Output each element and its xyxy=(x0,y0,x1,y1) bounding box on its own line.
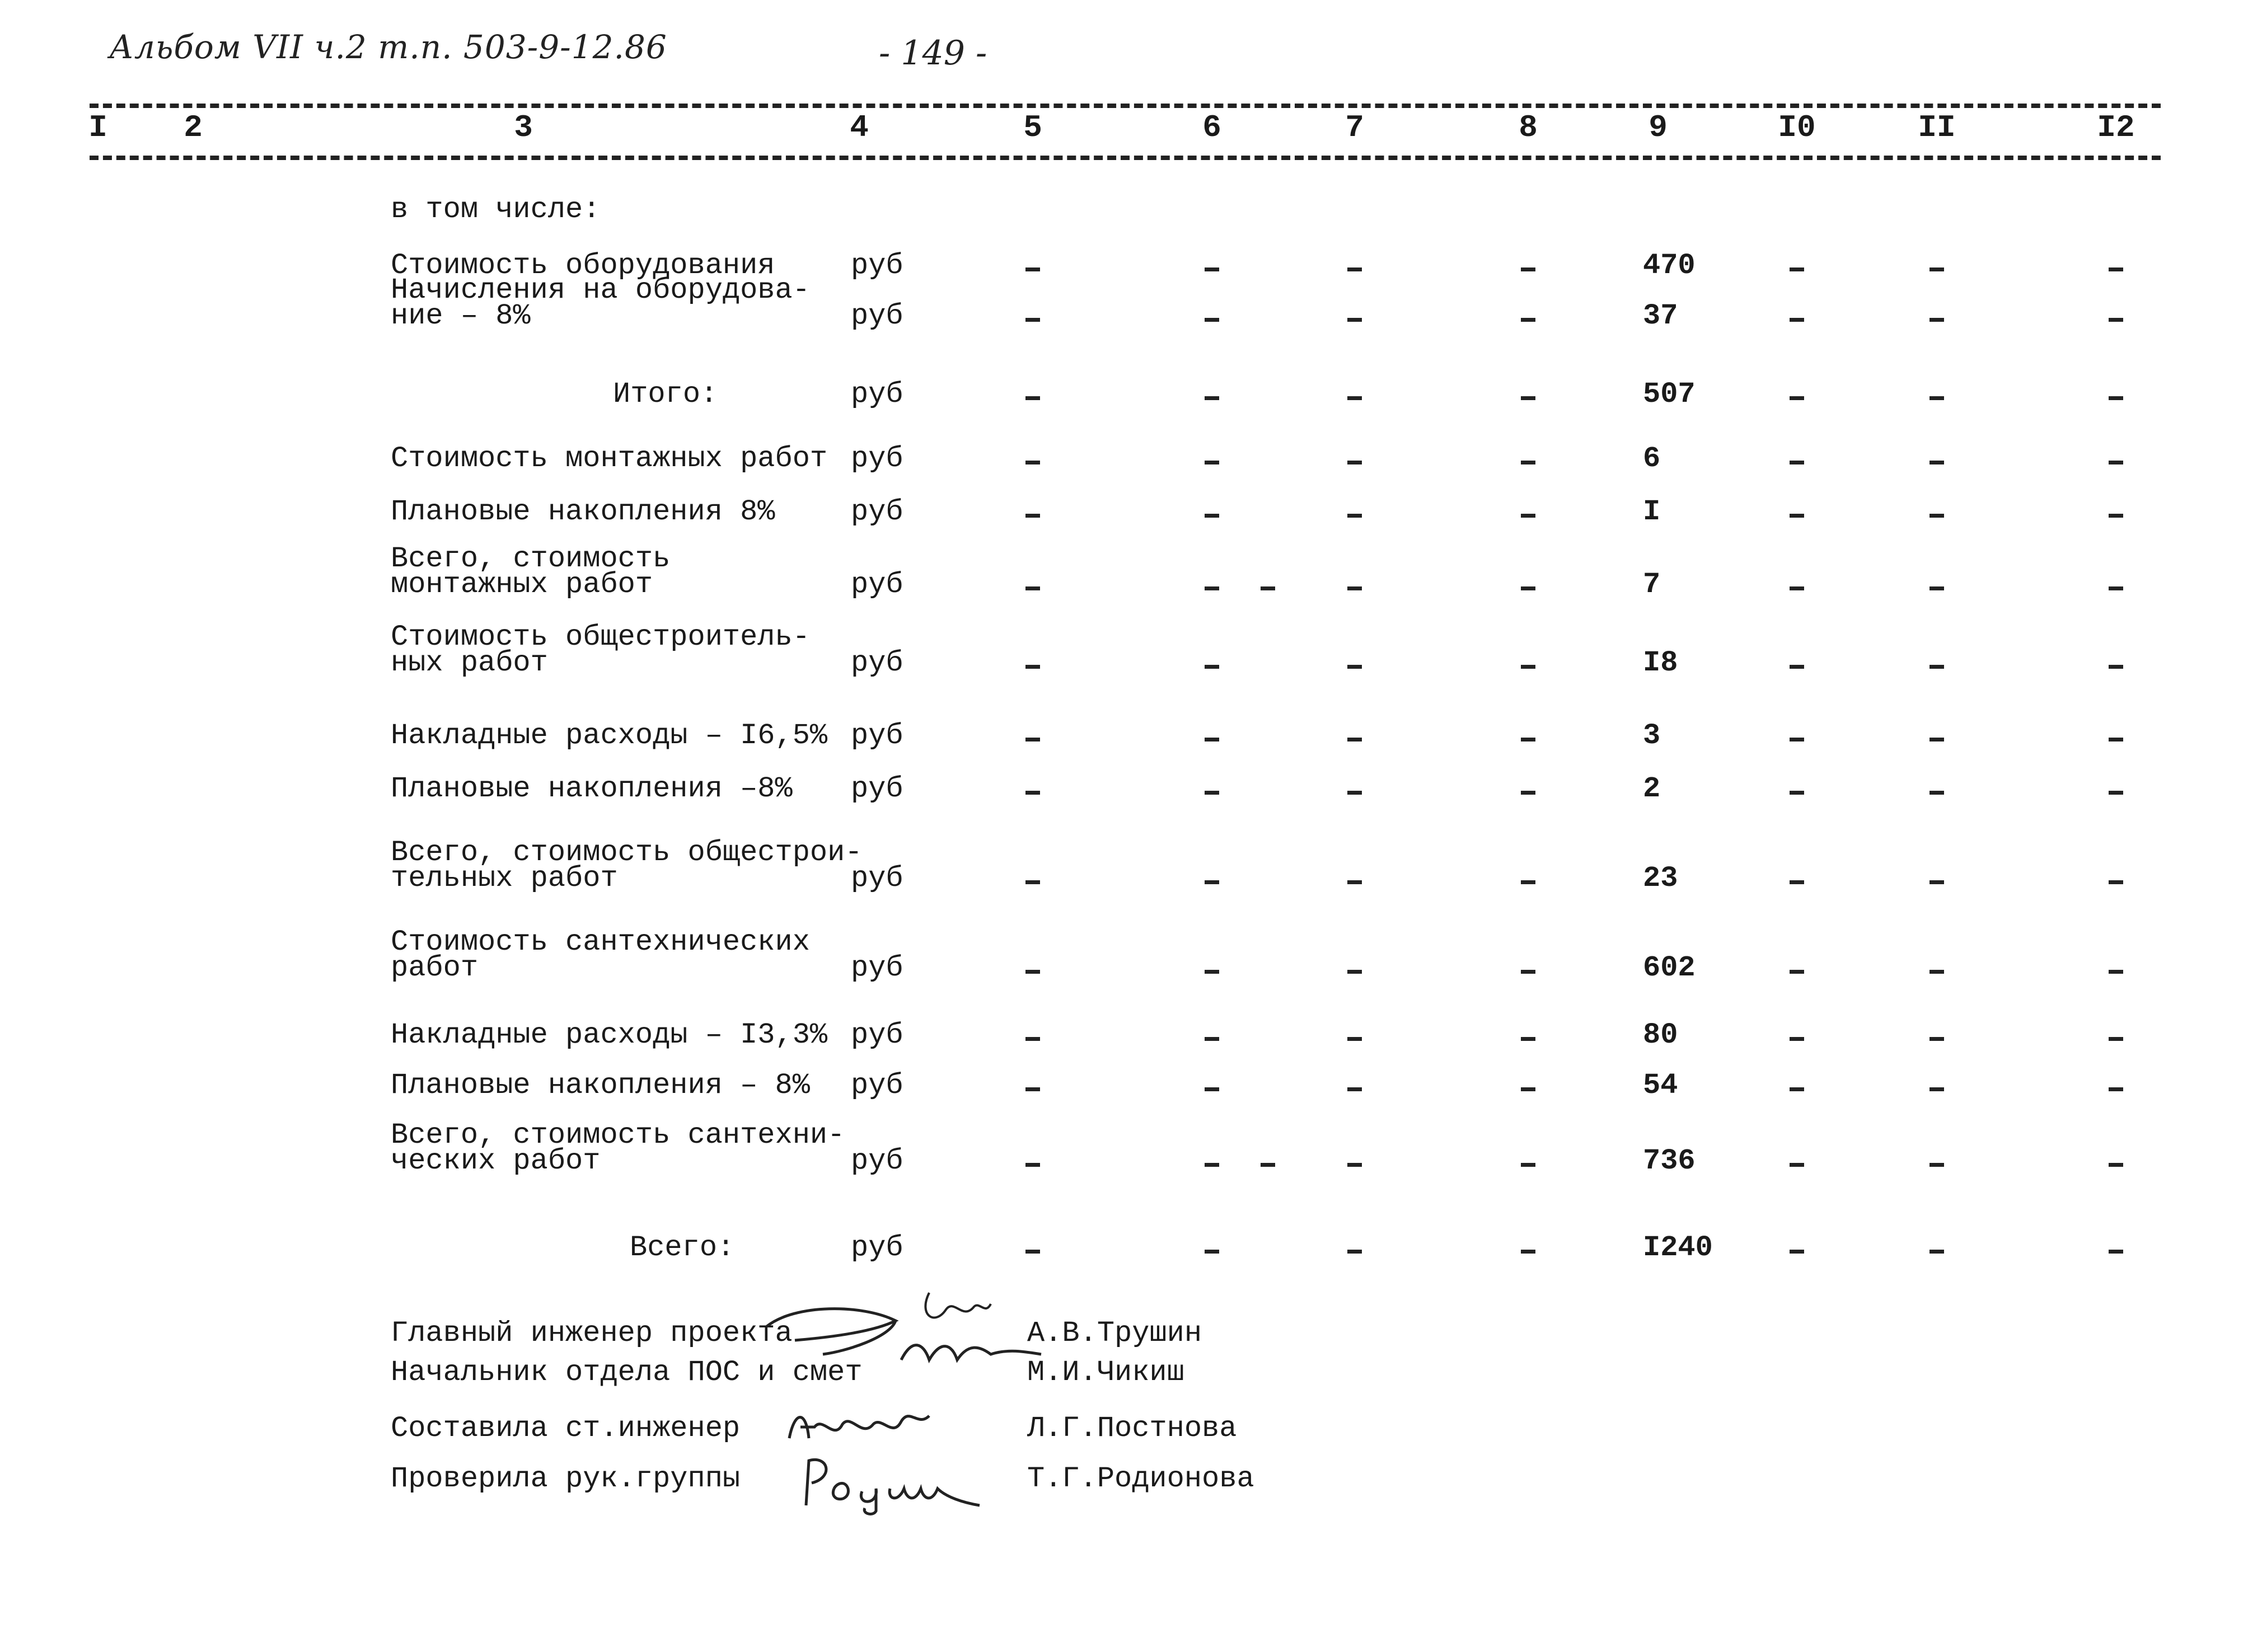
header-rule-bottom xyxy=(90,156,2161,160)
empty-cell-dash xyxy=(1790,738,1804,741)
empty-cell-dash xyxy=(1929,396,1944,400)
empty-cell-dash xyxy=(1347,586,1362,590)
signature-name: М.И.Чикиш xyxy=(1027,1356,1184,1389)
empty-cell-dash xyxy=(1790,1087,1804,1091)
empty-cell-dash xyxy=(1521,1163,1535,1167)
row-label: Накладные расходы – I3,3% xyxy=(391,1019,828,1052)
row-label: Всего, стоимость сантехни- xyxy=(391,1119,845,1152)
row-unit: руб xyxy=(851,1231,903,1264)
empty-cell-dash xyxy=(1025,1037,1040,1041)
empty-cell-dash xyxy=(1521,1087,1535,1091)
empty-cell-dash xyxy=(1929,461,1944,464)
row-label: тельных работ xyxy=(391,862,618,895)
empty-cell-dash xyxy=(1261,586,1275,590)
empty-cell-dash xyxy=(1205,1037,1219,1041)
signature-role: Главный инженер проекта xyxy=(391,1317,793,1350)
empty-cell-dash xyxy=(2109,791,2123,795)
empty-cell-dash xyxy=(1790,514,1804,518)
empty-cell-dash xyxy=(1205,1087,1219,1091)
empty-cell-dash xyxy=(1790,396,1804,400)
column-header-1: I xyxy=(88,110,107,146)
empty-cell-dash xyxy=(1205,514,1219,518)
empty-cell-dash xyxy=(1025,1163,1040,1167)
empty-cell-dash xyxy=(1521,665,1535,669)
signature-trushin-chikish xyxy=(761,1287,1052,1377)
row-unit: руб xyxy=(851,495,903,528)
row-label: ческих работ xyxy=(391,1144,601,1177)
empty-cell-dash xyxy=(1521,791,1535,795)
row-label: Накладные расходы – I6,5% xyxy=(391,719,828,752)
empty-cell-dash xyxy=(1929,1087,1944,1091)
empty-cell-dash xyxy=(1347,970,1362,974)
row-value: 470 xyxy=(1643,249,1696,282)
empty-cell-dash xyxy=(1347,267,1362,271)
empty-cell-dash xyxy=(1347,1163,1362,1167)
row-unit: руб xyxy=(851,1144,903,1177)
empty-cell-dash xyxy=(1521,970,1535,974)
column-header-7: 7 xyxy=(1345,110,1364,146)
empty-cell-dash xyxy=(1025,267,1040,271)
empty-cell-dash xyxy=(1025,880,1040,884)
empty-cell-dash xyxy=(1521,880,1535,884)
empty-cell-dash xyxy=(2109,1037,2123,1041)
empty-cell-dash xyxy=(1790,1163,1804,1167)
row-label: Стоимость оборудования xyxy=(391,249,775,282)
empty-cell-dash xyxy=(2109,665,2123,669)
header-rule-top xyxy=(90,104,2161,108)
empty-cell-dash xyxy=(1025,1250,1040,1254)
row-label: Плановые накопления –8% xyxy=(391,772,793,805)
row-label: работ xyxy=(391,951,479,984)
empty-cell-dash xyxy=(2109,1250,2123,1254)
row-unit: руб xyxy=(851,772,903,805)
empty-cell-dash xyxy=(1025,970,1040,974)
empty-cell-dash xyxy=(1521,738,1535,741)
empty-cell-dash xyxy=(1929,267,1944,271)
row-value: 80 xyxy=(1643,1019,1678,1052)
row-value: 736 xyxy=(1643,1144,1696,1177)
row-label: Всего, стоимость общестрои- xyxy=(391,836,863,869)
row-value: 54 xyxy=(1643,1069,1678,1102)
empty-cell-dash xyxy=(1025,318,1040,322)
empty-cell-dash xyxy=(1929,970,1944,974)
empty-cell-dash xyxy=(1790,461,1804,464)
empty-cell-dash xyxy=(2109,461,2123,464)
empty-cell-dash xyxy=(1025,514,1040,518)
empty-cell-dash xyxy=(1929,880,1944,884)
column-header-6: 6 xyxy=(1202,110,1221,146)
empty-cell-dash xyxy=(2109,1087,2123,1091)
empty-cell-dash xyxy=(1025,665,1040,669)
empty-cell-dash xyxy=(1205,970,1219,974)
signature-name: Л.Г.Постнова xyxy=(1027,1412,1237,1445)
empty-cell-dash xyxy=(1347,1087,1362,1091)
empty-cell-dash xyxy=(1205,1163,1219,1167)
empty-cell-dash xyxy=(1347,461,1362,464)
row-label: Стоимость сантехнических xyxy=(391,926,810,959)
empty-cell-dash xyxy=(2109,880,2123,884)
column-header-11: II xyxy=(1918,110,1956,146)
empty-cell-dash xyxy=(1929,1250,1944,1254)
signature-postnova xyxy=(784,1399,940,1449)
empty-cell-dash xyxy=(1790,318,1804,322)
empty-cell-dash xyxy=(1521,461,1535,464)
row-unit: руб xyxy=(851,299,903,332)
empty-cell-dash xyxy=(1790,791,1804,795)
row-label: монтажных работ xyxy=(391,568,653,601)
row-label: Итого: xyxy=(613,378,718,411)
column-header-9: 9 xyxy=(1648,110,1668,146)
empty-cell-dash xyxy=(1929,1163,1944,1167)
column-header-2: 2 xyxy=(184,110,203,146)
signature-rodionova xyxy=(795,1449,985,1517)
empty-cell-dash xyxy=(1347,318,1362,322)
empty-cell-dash xyxy=(1790,665,1804,669)
empty-cell-dash xyxy=(1521,586,1535,590)
row-value: I8 xyxy=(1643,646,1678,679)
row-unit: руб xyxy=(851,568,903,601)
empty-cell-dash xyxy=(1261,1163,1275,1167)
album-reference: Альбом VII ч.2 т.п. 503-9-12.86 xyxy=(109,28,667,66)
column-header-4: 4 xyxy=(850,110,869,146)
row-unit: руб xyxy=(851,862,903,895)
empty-cell-dash xyxy=(2109,738,2123,741)
empty-cell-dash xyxy=(2109,970,2123,974)
row-value: 7 xyxy=(1643,568,1661,601)
row-value: I240 xyxy=(1643,1231,1713,1264)
column-header-8: 8 xyxy=(1519,110,1538,146)
row-unit: руб xyxy=(851,1019,903,1052)
empty-cell-dash xyxy=(1205,267,1219,271)
column-header-10: I0 xyxy=(1778,110,1816,146)
empty-cell-dash xyxy=(1025,396,1040,400)
page-number: - 149 - xyxy=(879,34,987,73)
empty-cell-dash xyxy=(1205,318,1219,322)
row-unit: руб xyxy=(851,378,903,411)
empty-cell-dash xyxy=(2109,267,2123,271)
empty-cell-dash xyxy=(1790,267,1804,271)
empty-cell-dash xyxy=(1347,791,1362,795)
signature-role: Начальник отдела ПОС и смет xyxy=(391,1356,863,1389)
empty-cell-dash xyxy=(1521,1250,1535,1254)
empty-cell-dash xyxy=(2109,1163,2123,1167)
empty-cell-dash xyxy=(1790,586,1804,590)
empty-cell-dash xyxy=(1521,1037,1535,1041)
empty-cell-dash xyxy=(2109,318,2123,322)
empty-cell-dash xyxy=(1025,1087,1040,1091)
row-label: Всего, стоимость xyxy=(391,542,671,575)
empty-cell-dash xyxy=(1347,738,1362,741)
empty-cell-dash xyxy=(1025,791,1040,795)
row-label: Всего: xyxy=(630,1231,735,1264)
empty-cell-dash xyxy=(1929,586,1944,590)
empty-cell-dash xyxy=(1025,738,1040,741)
empty-cell-dash xyxy=(1205,880,1219,884)
row-value: 602 xyxy=(1643,951,1696,984)
empty-cell-dash xyxy=(2109,396,2123,400)
empty-cell-dash xyxy=(1205,738,1219,741)
empty-cell-dash xyxy=(1205,586,1219,590)
empty-cell-dash xyxy=(1347,665,1362,669)
empty-cell-dash xyxy=(1929,514,1944,518)
empty-cell-dash xyxy=(1521,267,1535,271)
signature-name: Т.Г.Родионова xyxy=(1027,1462,1254,1495)
empty-cell-dash xyxy=(1929,665,1944,669)
row-value: 6 xyxy=(1643,442,1661,475)
empty-cell-dash xyxy=(1205,461,1219,464)
row-label: Плановые накопления 8% xyxy=(391,495,775,528)
empty-cell-dash xyxy=(1025,586,1040,590)
empty-cell-dash xyxy=(1790,1250,1804,1254)
row-label: ние – 8% xyxy=(391,299,531,332)
empty-cell-dash xyxy=(1025,461,1040,464)
row-value: 3 xyxy=(1643,719,1661,752)
row-unit: руб xyxy=(851,1069,903,1102)
empty-cell-dash xyxy=(1929,318,1944,322)
empty-cell-dash xyxy=(1347,514,1362,518)
row-value: 23 xyxy=(1643,862,1678,895)
row-label: Стоимость монтажных работ xyxy=(391,442,828,475)
empty-cell-dash xyxy=(2109,514,2123,518)
row-label: Плановые накопления – 8% xyxy=(391,1069,810,1102)
subheading: в том числе: xyxy=(391,193,601,226)
signature-role: Составила ст.инженер xyxy=(391,1412,741,1445)
row-unit: руб xyxy=(851,249,903,282)
empty-cell-dash xyxy=(1347,1037,1362,1041)
empty-cell-dash xyxy=(1347,396,1362,400)
row-value: 37 xyxy=(1643,299,1678,332)
row-unit: руб xyxy=(851,646,903,679)
empty-cell-dash xyxy=(1790,880,1804,884)
empty-cell-dash xyxy=(1205,665,1219,669)
column-header-5: 5 xyxy=(1023,110,1042,146)
column-header-12: I2 xyxy=(2097,110,2135,146)
signature-role: Проверила рук.группы xyxy=(391,1462,741,1495)
empty-cell-dash xyxy=(1790,1037,1804,1041)
row-value: 507 xyxy=(1643,378,1696,411)
row-value: I xyxy=(1643,495,1661,528)
signature-name: А.В.Трушин xyxy=(1027,1317,1202,1350)
row-label: Стоимость общестроитель- xyxy=(391,621,810,654)
empty-cell-dash xyxy=(1521,514,1535,518)
empty-cell-dash xyxy=(1205,1250,1219,1254)
empty-cell-dash xyxy=(1347,880,1362,884)
empty-cell-dash xyxy=(1929,791,1944,795)
column-header-3: 3 xyxy=(514,110,533,146)
row-label: Начисления на оборудова- xyxy=(391,274,810,307)
empty-cell-dash xyxy=(1929,738,1944,741)
empty-cell-dash xyxy=(1205,396,1219,400)
row-unit: руб xyxy=(851,719,903,752)
row-unit: руб xyxy=(851,951,903,984)
empty-cell-dash xyxy=(2109,586,2123,590)
row-unit: руб xyxy=(851,442,903,475)
empty-cell-dash xyxy=(1521,318,1535,322)
empty-cell-dash xyxy=(1521,396,1535,400)
row-label: ных работ xyxy=(391,646,548,679)
empty-cell-dash xyxy=(1929,1037,1944,1041)
empty-cell-dash xyxy=(1205,791,1219,795)
row-value: 2 xyxy=(1643,772,1661,805)
empty-cell-dash xyxy=(1790,970,1804,974)
empty-cell-dash xyxy=(1347,1250,1362,1254)
